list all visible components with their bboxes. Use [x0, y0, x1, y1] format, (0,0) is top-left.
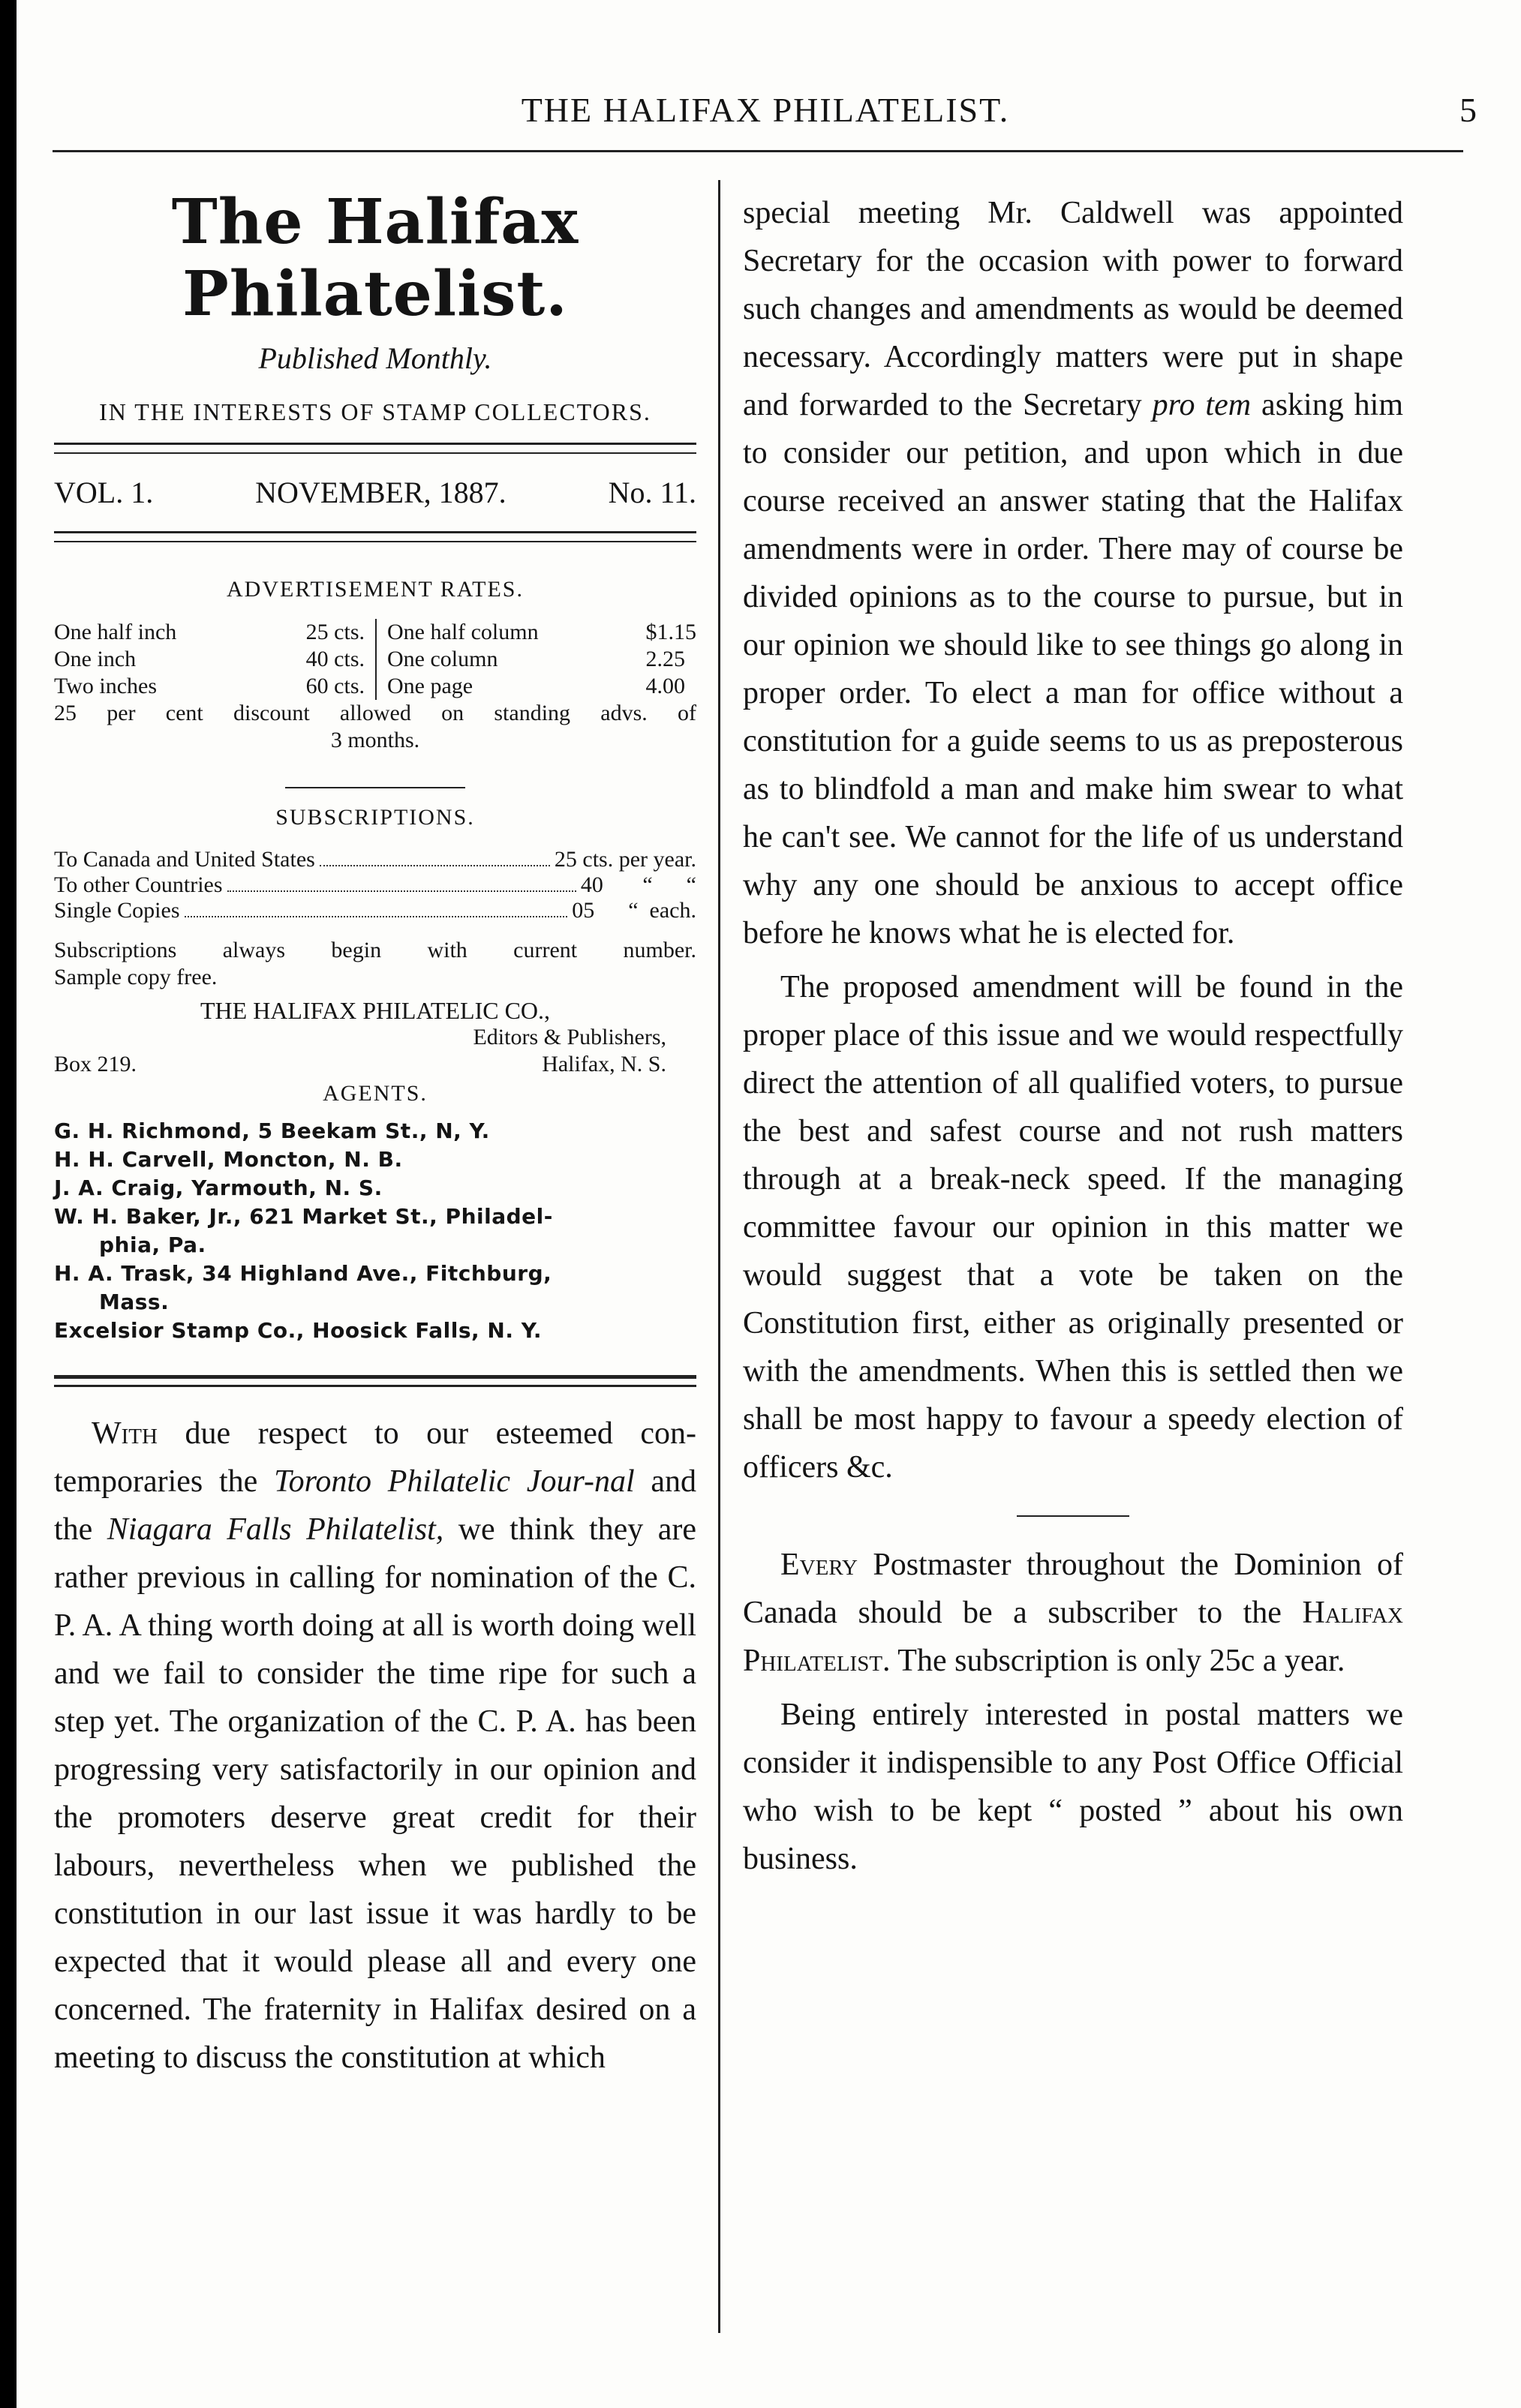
subscription-value: 25 cts. per year.	[554, 847, 696, 872]
double-rule	[54, 531, 696, 542]
agent-entry-cont: phia, Pa.	[99, 1233, 206, 1257]
double-rule	[54, 443, 696, 454]
subscription-value: 05 “ each.	[572, 898, 696, 923]
journal-title: Niagara Falls Philatelist,	[107, 1512, 444, 1547]
rates-right	[375, 619, 696, 700]
article-text: asking him to consider our petition, and upon which in due course received an answer stating that the Halifax amendments were in order. There may of course be divided opinions as to the course to pursue, but in our opinion we should like to see things go along in proper order. To elect a man for office without a constitution for a guide seems to us as preposterous as to blindfold a man and make him swear to what he can't see. We cannot for the life of us understand why any one should be anxious to accept office before he knows what he is elected for.	[743, 388, 1404, 950]
box-number: Box 219.	[54, 1052, 137, 1076]
running-head-title: THE HALIFAX PHILATELIST.	[521, 91, 1010, 129]
paragraph: The proposed amendment will be found in the proper place of this issue and we would respectfully direct the attention of all qualified voters, to pursue the best and safest course and not rush matters through at a break-neck speed. If the managing committee favour our opinion in this matter we would suggest that a vote be taken on the Constitution first, either as originally presented or with the amendments. When this is settled then we shall be most happy to favour a speedy election of officers &c.	[743, 970, 1403, 1485]
publisher-role: Editors & Publishers,	[473, 1025, 666, 1049]
subscriptions-heading: SUBSCRIPTIONS.	[275, 805, 475, 830]
subscription-label: To other Countries	[54, 872, 223, 897]
discount-line: 25 per cent discount allowed on standing advs. of	[54, 701, 696, 725]
rate-item: One half column	[387, 620, 539, 644]
interests-line: IN THE INTERESTS OF STAMP COLLECTORS.	[99, 398, 651, 425]
rates-heading: ADVERTISEMENT RATES.	[227, 577, 524, 602]
rate-item: One page	[387, 674, 473, 698]
subscription-row	[54, 872, 696, 898]
agents-heading: AGENTS.	[323, 1081, 428, 1106]
left-article	[54, 1410, 696, 2082]
subscription-value: 40 “ “	[580, 872, 696, 897]
heavy-double-rule	[54, 1375, 696, 1387]
article-text: Postmaster throughout the Dominion of Canada should be a subscriber to the	[743, 1548, 1403, 1630]
rate-item: Two inches	[54, 674, 158, 698]
left-column	[54, 150, 696, 2088]
rate-price: 4.00	[645, 674, 685, 698]
article-text: temporaries the	[54, 1464, 258, 1499]
article-text: we think they are rather previous in calling for nomination of the C. P. A. A thing worth doing at all is worth doing well and we fail to consider the time ripe for such a step yet. The organization of the C. P. A. has been progressing very satisfactorily in our opinion and the promoters deserve great credit for their labours, nevertheless when we published the constitution in our last issue it was hardly to be expected that it would please all and every one concerned. The fraternity in Halifax desired on a meeting to discuss the constitution at which	[54, 1512, 697, 2075]
section-rule	[285, 787, 465, 788]
agent-entry: J. A. Craig, Yarmouth, N. S.	[54, 1175, 383, 1200]
sample-note: Sample copy free.	[54, 965, 218, 989]
volume: VOL. 1.	[54, 476, 154, 509]
paper-name: Halifax Philatelist.	[743, 1596, 1403, 1678]
rate-price: 40 cts.	[305, 647, 365, 671]
masthead-title: The Halifax Philatelist.	[171, 186, 579, 330]
subscription-label: Single Copies	[54, 898, 180, 923]
right-article	[743, 189, 1403, 1883]
article-text: special meeting Mr. Caldwell was appointed Secretary for the occasion with power to forward such changes and amendments as would be deemed necessary. Accordingly matters were put in shape and forwarded to the Secretary	[743, 196, 1403, 422]
subscription-row	[54, 898, 696, 923]
latin-phrase: pro tem	[1152, 388, 1252, 422]
paragraph: Being entirely interested in postal matters we consider it indispensible to any Post Office Official who wish to be kept “ posted ” about his own business.	[743, 1698, 1403, 1876]
rate-item: One inch	[54, 647, 137, 671]
rates-left	[54, 619, 375, 700]
discount-line-2: 3 months.	[330, 728, 420, 752]
agent-entry: Excelsior Stamp Co., Hoosick Falls, N. Y.	[54, 1318, 543, 1343]
publication-frequency: Published Monthly.	[258, 341, 492, 375]
agent-entry: G. H. Richmond, 5 Beekam St., N, Y.	[54, 1118, 490, 1143]
rate-price: $1.15	[645, 620, 696, 644]
rate-item: One half inch	[54, 620, 177, 644]
publisher-name: THE HALIFAX PHILATELIC CO.,	[200, 997, 551, 1024]
journal-title: Toronto Philatelic Jour-	[274, 1464, 594, 1499]
rate-price: 25 cts.	[305, 620, 365, 644]
subscription-row	[54, 847, 696, 872]
running-head	[53, 90, 1478, 130]
rate-price: 2.25	[645, 647, 685, 671]
publisher-address	[54, 1051, 696, 1078]
subscription-note: Subscriptions always begin with current number.	[54, 938, 696, 962]
subscription-label: To Canada and United States	[54, 847, 315, 872]
issue-date: NOVEMBER, 1887.	[255, 476, 506, 509]
agent-entry-cont: Mass.	[99, 1290, 170, 1314]
volume-line	[54, 470, 696, 515]
right-column	[743, 189, 1403, 1889]
dot-leader	[185, 898, 568, 917]
article-text: and the	[54, 1464, 697, 1547]
article-text: due respect to our esteemed con-	[185, 1416, 697, 1451]
article-text: The subscription is only 25c a year.	[897, 1644, 1345, 1678]
page-number: 5	[1459, 91, 1478, 129]
article-initial-word: Every	[780, 1548, 858, 1582]
agent-entry: H. H. Carvell, Moncton, N. B.	[54, 1147, 403, 1172]
page-edge-shadow	[0, 0, 17, 2408]
dot-leader	[227, 872, 576, 892]
dot-leader	[320, 847, 550, 866]
agent-entry: H. A. Trask, 34 Highland Ave., Fitchburg,	[54, 1261, 552, 1286]
article-initial-word: With	[92, 1416, 158, 1451]
issue-number: No. 11.	[608, 476, 696, 509]
rate-item: One column	[387, 647, 498, 671]
column-divider	[718, 180, 720, 2333]
rate-price: 60 cts.	[305, 674, 365, 698]
journal-title-cont: nal	[594, 1464, 635, 1499]
publisher-place: Halifax, N. S.	[542, 1052, 666, 1076]
agent-entry: W. H. Baker, Jr., 621 Market St., Philadel-	[54, 1204, 553, 1229]
rates-table	[54, 619, 696, 700]
section-rule	[1017, 1515, 1129, 1517]
